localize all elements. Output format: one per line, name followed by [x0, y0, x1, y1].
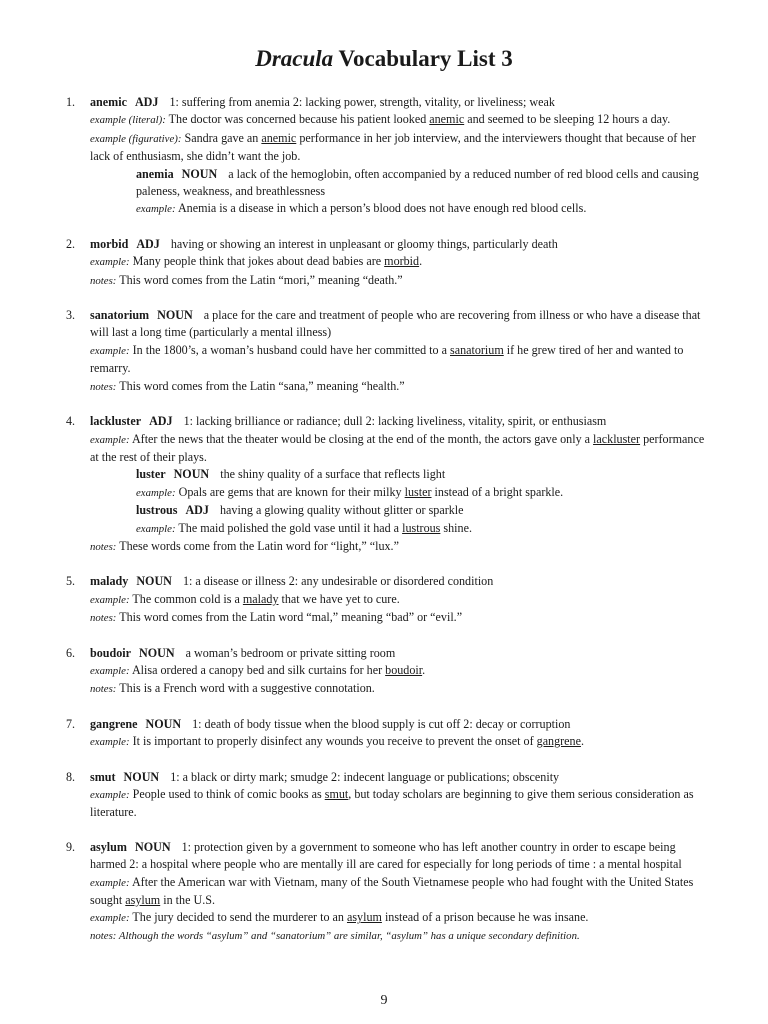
list-item-malady: 5. malady NOUN 1: a disease or illness 2: any undesirable or disordered condition example: The common cold is a malady that we have yet to cure. notes: This word comes from the Latin word “mal,” meaning “bad” or “evil.” [66, 574, 494, 625]
page-number: 9 [380, 993, 388, 1008]
list-item-morbid: 2. morbid ADJ having or showing an interest in unpleasant or gloomy things, particularly death example: Many people think that jokes about dead babies are morbid. notes: This word comes from the Latin “mori,” meaning “death.” [66, 236, 558, 287]
asylum-notes: notes: Although the words “asylum” and “sanatorium” are similar, “asylum” has a unique secondary definition. [90, 929, 580, 942]
list-item-gangrene: 7. gangrene NOUN 1: death of body tissue when the blood supply is cut off 2: decay or corruption example: It is important to properly disinfect any wounds you receive to prevent the onset of gangrene. [66, 716, 584, 749]
list-item-anemic: 1. anemic ADJ 1: suffering from anemia 2: lacking power, strength, vitality, or liveliness; weak example (literal): The doctor was concerned because his patient looked anemic and seemed to be sleeping 12 hours a day. example (figurative): Sandra gave an anemic performance in her job interview, and the interviewers thought that because of her lack of enthusiasm, she didn’t want the job. anemia NOUN a lack of the hemoglobin, often accompanied by a reduced number of red blood cells and causing paleness, weakness, and breathlessness example: Anemia is a disease in which a person’s blood does not have enough red blood cells. [66, 94, 706, 219]
list-item-lackluster: 4. lackluster ADJ 1: lacking brilliance or radiance; dull 2: lacking liveliness, vitality, spirit, or enthusiasm example: After the news that the theater would be closing at the end of the month, the actors gave only a lackluster performance at the rest of their plays. luster NOUN the shiny quality of a surface that reflects light example: Opals are gems that are known for their milky luster instead of a bright sparkle. lustrous ADJ having a glowing quality without glitter or sparkle example: The maid polished the gold vase until it had a lustrous shine. notes: These words come from the Latin word for “light,” “lux.” [66, 414, 705, 553]
sub-entry-lustrous: lustrous ADJ having a glowing quality without glitter or sparkle example: The maid polished the gold vase until it had a lustrous shine. [136, 503, 472, 535]
sub-entry-luster: luster NOUN the shiny quality of a surface that reflects light example: Opals are gems that are known for their milky luster instead of a bright sparkle. [136, 467, 564, 499]
sub-entry-anemia: anemia NOUN a lack of the hemoglobin, often accompanied by a reduced number of red blood cells and causing paleness, weakness, and breathlessness example: Anemia is a disease in which a person’s blood does not have enough red blood cells. [136, 166, 699, 216]
list-item-boudoir: 6. boudoir NOUN a woman’s bedroom or private sitting room example: Alisa ordered a canopy bed and silk curtains for her boudoir. notes: This is a French word with a suggestive connotation. [66, 645, 426, 696]
list-item-smut: 8. smut NOUN 1: a black or dirty mark; smudge 2: indecent language or publications; obscenity example: People used to think of comic books as smut, but today scholars are beginning to give them serious consideration as literature. [66, 769, 694, 820]
list-item-sanatorium: 3. sanatorium NOUN a place for the care and treatment of people who are recovering from illness or who have a disease that will last a long time (particularly a mental illness) example: In the 1800’s, a woman’s husband could have her committed to a sanatorium if he grew tired of her and wanted to remarry. notes: This word comes from the Latin “sana,” meaning “health.” [66, 308, 701, 393]
page-title: Dracula Vocabulary List 3 [255, 46, 513, 71]
vocabulary-list [66, 94, 706, 962]
list-item-asylum: 9. asylum NOUN 1: protection given by a government to someone who has left another country in order to escape being harmed 2: a hospital where people who are mentally ill are cared for especially for long periods of time : a mental hospital example: After the American war with Vietnam, many of the South Vietnamese people who had fought with the United States sought asylum in the U.S. example: The jury decided to send the murderer to an asylum instead of a prison because he was insane. notes: Although the words “asylum” and “sanatorium” are similar, “asylum” has a unique secondary definition. [66, 839, 706, 945]
